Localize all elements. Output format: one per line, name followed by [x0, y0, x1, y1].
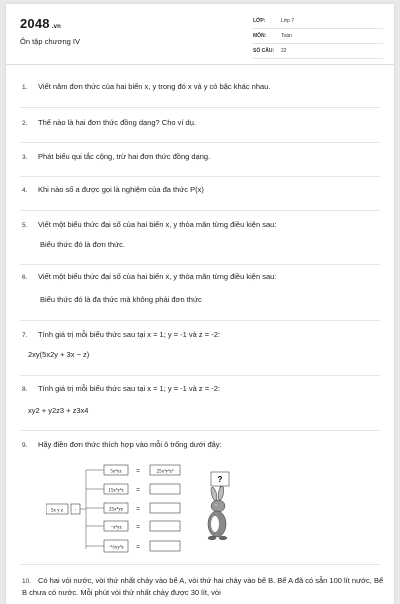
logo-suffix: .vn: [51, 24, 62, 30]
question-number: 6.: [22, 274, 28, 281]
meta-value: 22: [281, 48, 287, 54]
question-7: [22, 330, 220, 341]
question-number: 3.: [22, 154, 28, 161]
question-number: 7.: [22, 332, 28, 339]
question-text: Có hai vòi nước, vòi thứ nhất chảy vào bể A, vòi thứ hai chảy vào bể B. Bể A đã có sẵn 100 lít nước, Bể B chưa có nước. Mỗi phút vòi thứ nhất chảy được 30 lít, vòi: [22, 576, 384, 597]
divider: [20, 210, 380, 211]
result-box-3[interactable]: [150, 503, 180, 513]
result-box-5[interactable]: [150, 541, 180, 551]
logo-text: 2048: [20, 16, 50, 31]
result-box-2[interactable]: [150, 484, 180, 494]
worksheet-title: Ôn tập chương IV: [20, 37, 80, 46]
question-3: [22, 152, 210, 163]
question-sub-text: Biểu thức đó là đơn thức.: [40, 240, 126, 249]
monomial-diagram: [46, 462, 266, 557]
question-number: 2.: [22, 120, 28, 127]
divider: [20, 264, 380, 265]
question-10: [22, 575, 384, 598]
question-text: Phát biểu qui tắc cộng, trừ hai đơn thức đồng dạng.: [38, 152, 211, 161]
site-logo[interactable]: [20, 16, 61, 31]
question-4: [22, 185, 204, 196]
worksheet-header: [6, 4, 394, 65]
meta-row-subject: [253, 29, 383, 44]
question-mark: ?: [217, 475, 223, 484]
expr-text-5: −½xy³z: [108, 545, 124, 551]
expr-text-4: −x²yz: [110, 525, 122, 531]
left-monomial-text: 5x y z: [50, 508, 64, 514]
question-text: Viết một biểu thức đại số của hai biến x, y thỏa mãn từng điều kiện sau:: [38, 220, 277, 229]
question-number: 10.: [22, 578, 32, 585]
question-8: [22, 384, 220, 395]
expr-text-1: 5x²yz: [110, 469, 122, 475]
divider: [20, 564, 380, 565]
question-number: 1.: [22, 84, 28, 91]
result-text-1: 25x³y²z²: [156, 469, 174, 475]
rabbit-illustration: [208, 472, 229, 540]
divider: [20, 320, 380, 321]
equals-sign: =: [136, 506, 140, 513]
question-text: Tính giá trị mỗi biểu thức sau tại x = 1; y = -1 và z = -2:: [38, 384, 220, 393]
divider: [20, 176, 380, 177]
question-9: [22, 440, 222, 451]
result-box-4[interactable]: [150, 521, 180, 531]
question-sub-text: xy2 + y2z3 + z3x4: [28, 406, 89, 415]
meta-row-count: [253, 44, 383, 59]
meta-row-class: [253, 14, 383, 29]
question-sub-text: Biểu thức đó là đa thức mà không phải đơn thức: [40, 295, 202, 304]
question-number: 8.: [22, 386, 28, 393]
meta-value: Toán: [281, 33, 292, 39]
meta-label: MÔN:: [253, 33, 267, 39]
meta-label: LỚP:: [253, 18, 266, 24]
meta-value: Lớp 7: [281, 18, 295, 24]
worksheet-meta: [253, 14, 383, 59]
question-number: 9.: [22, 442, 28, 449]
question-5: [22, 220, 276, 231]
question-6: [22, 272, 276, 283]
expr-text-2: 15x³y²z: [108, 488, 124, 494]
question-1: [22, 82, 270, 93]
question-text: Viết một biểu thức đại số của hai biến x, y thỏa mãn từng điều kiện sau:: [38, 272, 277, 281]
question-text: Tính giá trị mỗi biểu thức sau tại x = 1; y = -1 và z = -2:: [38, 330, 220, 339]
divider: [20, 142, 380, 143]
equals-sign: =: [136, 468, 140, 475]
question-number: 5.: [22, 222, 28, 229]
divider: [20, 375, 380, 376]
multiply-sign: ·: [74, 507, 77, 514]
meta-label: SỐ CÂU:: [253, 48, 275, 54]
divider: [20, 107, 380, 108]
equals-sign: =: [136, 524, 140, 531]
equals-sign: =: [136, 487, 140, 494]
question-text: Thế nào là hai đơn thức đồng dạng? Cho ví dụ.: [38, 118, 196, 127]
monomial-figure: [46, 462, 266, 557]
question-text: Viết năm đơn thức của hai biến x, y trong đó x và y có bậc khác nhau.: [38, 82, 271, 91]
question-text: Hãy điền đơn thức thích hợp vào mỗi ô trống dưới đây:: [38, 440, 222, 449]
question-sub-text: 2xy(5x2y + 3x − z): [28, 350, 90, 359]
equals-sign: =: [136, 544, 140, 551]
divider: [20, 430, 380, 431]
document-page: [6, 4, 394, 604]
expr-text-3: 25x⁴yz: [109, 507, 123, 513]
question-text: Khi nào số a được gọi là nghiệm của đa thức P(x): [38, 185, 204, 194]
question-number: 4.: [22, 187, 28, 194]
question-2: [22, 118, 196, 129]
